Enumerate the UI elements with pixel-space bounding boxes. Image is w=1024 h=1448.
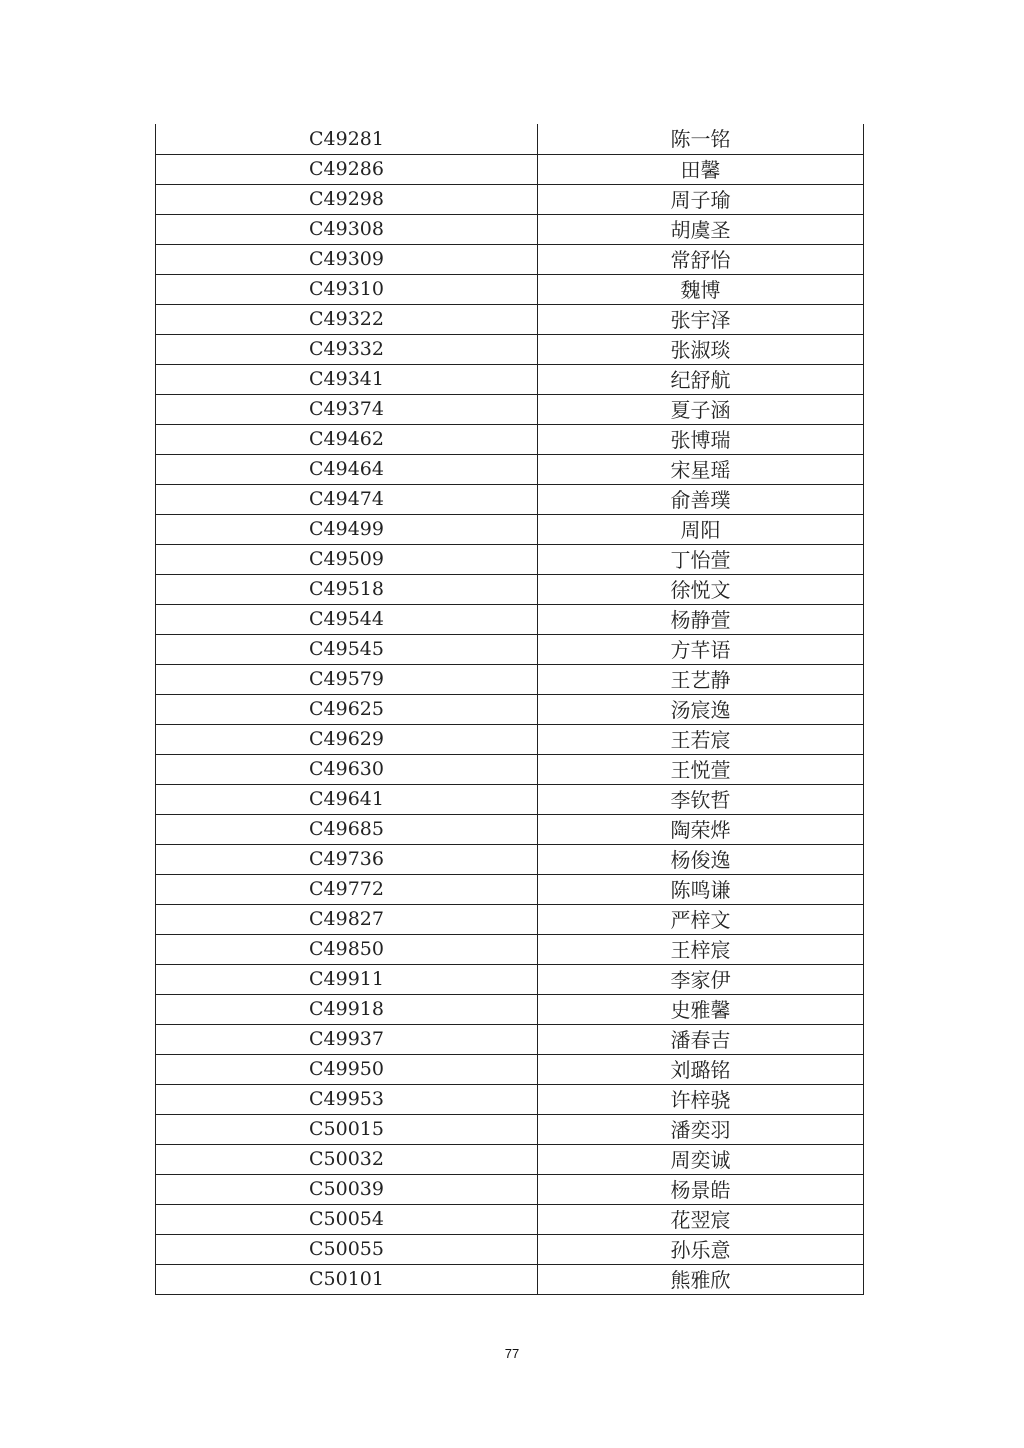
name-cell: 丁怡萱 (670, 547, 731, 572)
table-row (156, 844, 863, 874)
table-row (156, 574, 863, 604)
id-cell: C49685 (156, 815, 538, 844)
table-row (156, 934, 863, 964)
id-cell: C50032 (156, 1145, 538, 1174)
id-cell: C49579 (156, 665, 538, 694)
table-row (156, 424, 863, 454)
table-row (156, 694, 863, 724)
name-cell: 周子瑜 (670, 187, 731, 212)
name-cell: 胡虞圣 (670, 217, 731, 242)
id-cell: C49298 (156, 185, 538, 214)
id-cell: C49464 (156, 455, 538, 484)
id-cell: C50015 (156, 1115, 538, 1144)
id-cell: C49308 (156, 215, 538, 244)
id-cell: C49772 (156, 875, 538, 904)
id-cell: C50039 (156, 1175, 538, 1204)
name-cell: 刘璐铭 (670, 1057, 731, 1082)
id-cell: C49518 (156, 575, 538, 604)
id-cell: C49545 (156, 635, 538, 664)
table-row (156, 1144, 863, 1174)
id-cell: C49322 (156, 305, 538, 334)
name-cell: 王艺静 (670, 667, 731, 692)
id-cell: C49629 (156, 725, 538, 754)
id-cell: C49499 (156, 515, 538, 544)
name-cell: 杨俊逸 (670, 847, 731, 872)
name-cell: 李钦哲 (670, 787, 731, 812)
name-cell: 王悦萱 (670, 757, 731, 782)
table-row (156, 1234, 863, 1264)
name-cell: 周阳 (680, 517, 721, 542)
name-cell: 常舒怡 (670, 247, 731, 272)
id-cell: C49641 (156, 785, 538, 814)
name-cell: 杨静萱 (670, 607, 731, 632)
id-cell: C49625 (156, 695, 538, 724)
table-row (156, 994, 863, 1024)
table-row (156, 1264, 863, 1294)
id-cell: C49341 (156, 365, 538, 394)
table-row (156, 724, 863, 754)
name-cell: 史雅馨 (670, 997, 731, 1022)
name-cell: 宋星瑶 (670, 457, 731, 482)
name-cell: 潘奕羽 (670, 1117, 731, 1142)
id-cell: C49509 (156, 545, 538, 574)
name-cell: 纪舒航 (670, 367, 731, 392)
table-row (156, 394, 863, 424)
table-row (156, 124, 863, 154)
table-row (156, 274, 863, 304)
table-row (156, 1114, 863, 1144)
id-cell: C49474 (156, 485, 538, 514)
name-cell: 张淑琰 (670, 337, 731, 362)
id-cell: C49937 (156, 1025, 538, 1054)
table-row (156, 484, 863, 514)
table-row (156, 334, 863, 364)
table-row (156, 1204, 863, 1234)
name-cell: 潘春吉 (670, 1027, 731, 1052)
table-row (156, 784, 863, 814)
id-cell: C50054 (156, 1205, 538, 1234)
id-cell: C49374 (156, 395, 538, 424)
name-cell: 周奕诚 (670, 1147, 731, 1172)
id-cell: C49950 (156, 1055, 538, 1084)
table-row (156, 1024, 863, 1054)
id-cell: C49332 (156, 335, 538, 364)
id-cell: C49911 (156, 965, 538, 994)
table-row (156, 1084, 863, 1114)
name-cell: 方芊语 (670, 637, 731, 662)
id-cell: C49630 (156, 755, 538, 784)
name-cell: 陈一铭 (670, 127, 731, 151)
table-row (156, 154, 863, 184)
table-row (156, 244, 863, 274)
table-row (156, 304, 863, 334)
name-cell: 汤宸逸 (670, 697, 731, 722)
id-cell: C49281 (156, 124, 538, 154)
table-row (156, 364, 863, 394)
table-row (156, 184, 863, 214)
id-cell: C49310 (156, 275, 538, 304)
id-cell: C50101 (156, 1265, 538, 1294)
name-cell: 张宇泽 (670, 307, 731, 332)
name-cell: 严梓文 (670, 907, 731, 932)
table-row (156, 544, 863, 574)
name-cell: 徐悦文 (670, 577, 731, 602)
table-row (156, 1174, 863, 1204)
id-cell: C49462 (156, 425, 538, 454)
name-cell: 陶荣烨 (670, 817, 731, 842)
table-row (156, 874, 863, 904)
id-cell: C49918 (156, 995, 538, 1024)
id-cell: C49309 (156, 245, 538, 274)
table-row (156, 634, 863, 664)
table-row (156, 1054, 863, 1084)
name-cell: 陈鸣谦 (670, 877, 731, 902)
id-cell: C49953 (156, 1085, 538, 1114)
id-cell: C49544 (156, 605, 538, 634)
table-row (156, 814, 863, 844)
id-cell: C49827 (156, 905, 538, 934)
name-cell: 张博瑞 (670, 427, 731, 452)
table-row (156, 664, 863, 694)
id-cell: C49736 (156, 845, 538, 874)
name-cell: 杨景皓 (670, 1177, 731, 1202)
id-cell: C50055 (156, 1235, 538, 1264)
table-row (156, 754, 863, 784)
table-row (156, 904, 863, 934)
table-row (156, 604, 863, 634)
name-cell: 魏博 (680, 277, 721, 302)
table-row (156, 214, 863, 244)
name-cell: 王若宸 (670, 727, 731, 752)
table-row (156, 514, 863, 544)
name-cell: 许梓骁 (670, 1087, 731, 1112)
page-number: 77 (504, 1346, 520, 1361)
id-cell: C49286 (156, 155, 538, 184)
name-cell: 俞善璞 (670, 487, 731, 512)
name-cell: 孙乐意 (670, 1237, 731, 1262)
roster-table (155, 124, 864, 1295)
name-cell: 李家伊 (670, 967, 731, 992)
name-cell: 熊雅欣 (670, 1267, 731, 1292)
name-cell: 田馨 (680, 157, 721, 182)
name-cell: 花翌宸 (670, 1207, 731, 1232)
table-row (156, 964, 863, 994)
name-cell: 夏子涵 (670, 397, 731, 422)
id-cell: C49850 (156, 935, 538, 964)
table-row (156, 454, 863, 484)
name-cell: 王梓宸 (670, 937, 731, 962)
